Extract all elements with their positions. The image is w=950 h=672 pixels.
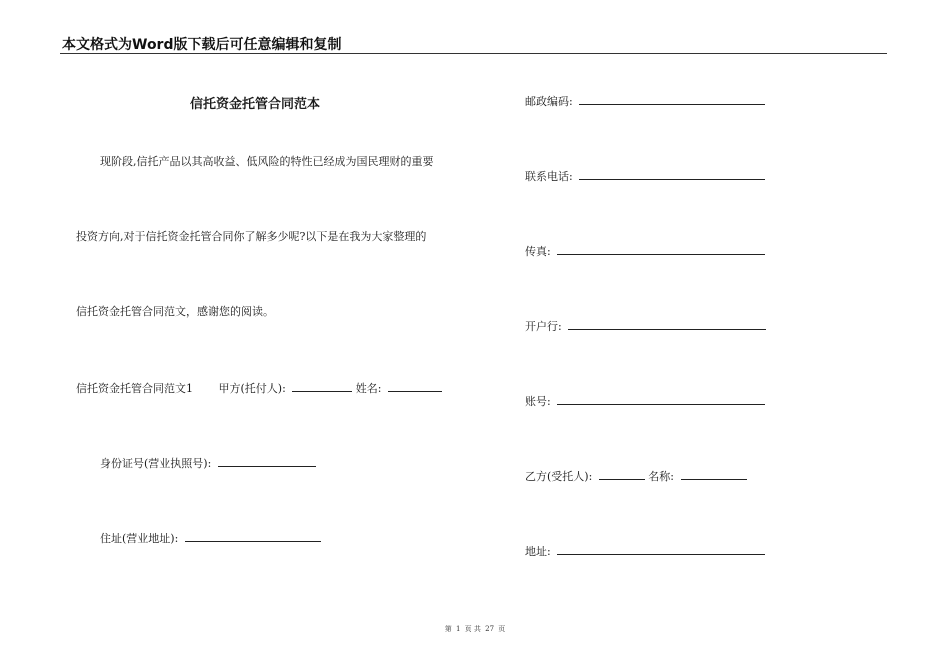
name-label: 姓名: xyxy=(355,382,382,395)
postcode-label: 邮政编码: xyxy=(525,95,573,108)
name2-label: 名称: xyxy=(648,470,675,483)
sample-label: 信托资金托管合同范文1 xyxy=(76,382,193,395)
page-suffix: 页 xyxy=(498,625,506,633)
postcode-blank[interactable] xyxy=(579,93,765,105)
bank-blank[interactable] xyxy=(568,318,766,330)
intro-line-2: 投资方向,对于信托资金托管合同你了解多少呢?以下是在我为大家整理的 xyxy=(76,230,427,243)
party-a-blank[interactable] xyxy=(292,380,352,392)
page-footer xyxy=(0,624,950,634)
id-blank[interactable] xyxy=(218,455,316,467)
intro-line-1: 现阶段,信托产品以其高收益、低风险的特性已经成为国民理财的重要 xyxy=(100,155,434,168)
fax-row xyxy=(525,243,765,259)
account-blank[interactable] xyxy=(557,393,765,405)
id-row xyxy=(100,455,316,471)
address-blank[interactable] xyxy=(557,543,765,555)
fax-blank[interactable] xyxy=(557,243,765,255)
party-a-label: 甲方(托付人): xyxy=(218,382,286,395)
party-b-blank[interactable] xyxy=(599,468,645,480)
name2-blank[interactable] xyxy=(681,468,747,480)
postcode-row xyxy=(525,93,765,109)
address-label: 地址: xyxy=(525,545,551,558)
biz-address-row xyxy=(100,530,321,546)
address-row xyxy=(525,543,765,559)
header-divider xyxy=(60,53,887,54)
sample-heading-row xyxy=(76,380,442,396)
biz-address-blank[interactable] xyxy=(185,530,321,542)
page-mid: 页 共 xyxy=(464,625,481,633)
phone-row xyxy=(525,168,765,184)
header-title: 本文格式为Word版下载后可任意编辑和复制 xyxy=(62,37,342,53)
account-row xyxy=(525,393,765,409)
page-number: 1 xyxy=(455,625,461,633)
fax-label: 传真: xyxy=(525,245,551,258)
account-label: 账号: xyxy=(525,395,551,408)
bank-label: 开户行: xyxy=(525,320,562,333)
page-prefix: 第 xyxy=(444,625,452,633)
biz-address-label: 住址(营业地址): xyxy=(100,532,179,545)
party-b-row xyxy=(525,468,747,484)
intro-line-3: 信托资金托管合同范文，感谢您的阅读。 xyxy=(76,305,274,318)
phone-blank[interactable] xyxy=(579,168,765,180)
document-title: 信托资金托管合同范本 xyxy=(190,97,321,112)
page-total: 27 xyxy=(485,625,495,633)
bank-row xyxy=(525,318,766,334)
party-b-label: 乙方(受托人): xyxy=(525,470,593,483)
id-label: 身份证号(营业执照号): xyxy=(100,457,212,470)
name-blank[interactable] xyxy=(388,380,442,392)
phone-label: 联系电话: xyxy=(525,170,573,183)
